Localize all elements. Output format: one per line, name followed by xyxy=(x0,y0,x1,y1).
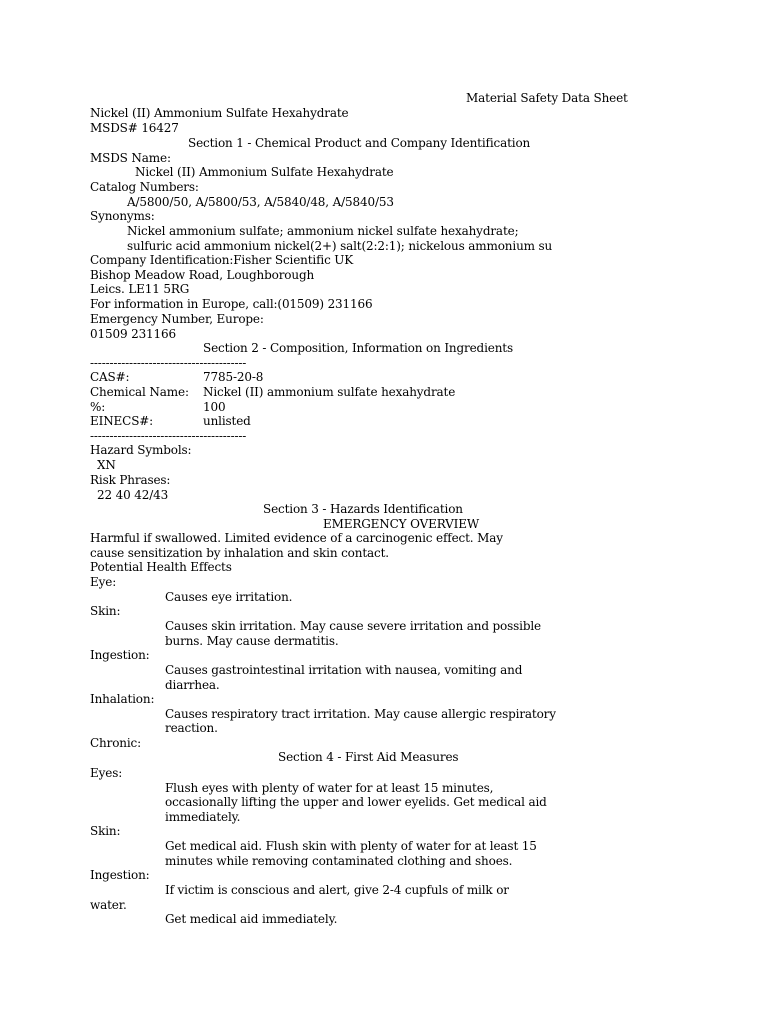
first-aid-eyes-text-1: Flush eyes with plenty of water for at least 15 minutes, xyxy=(165,781,494,795)
catalog-value: A/5800/50, A/5800/53, A/5840/48, A/5840/53 xyxy=(127,195,394,209)
ingestion-text-2: diarrhea. xyxy=(165,678,220,692)
synonyms-line-2: sulfuric acid ammonium nickel(2+) salt(2:2:1); nickelous ammonium su xyxy=(127,239,553,253)
msds-number: MSDS# 16427 xyxy=(90,121,179,135)
info-europe: For information in Europe, call:(01509) 231166 xyxy=(90,297,373,311)
potential-health-effects: Potential Health Effects xyxy=(90,560,232,574)
percent-label: %: xyxy=(90,400,106,414)
ingestion-text-1: Causes gastrointestinal irritation with nausea, vomiting and xyxy=(165,663,523,677)
catalog-label: Catalog Numbers: xyxy=(90,180,199,194)
section4-heading: Section 4 - First Aid Measures xyxy=(278,750,459,764)
section2-heading: Section 2 - Composition, Information on Ingredients xyxy=(203,341,513,355)
einecs-label: EINECS#: xyxy=(90,414,154,428)
first-aid-eyes-label: Eyes: xyxy=(90,766,123,780)
synonyms-label: Synonyms: xyxy=(90,209,155,223)
first-aid-skin-text-2: minutes while removing contaminated clothing and shoes. xyxy=(165,854,513,868)
sheet-title: Material Safety Data Sheet xyxy=(466,91,628,105)
first-aid-skin-label: Skin: xyxy=(90,824,121,838)
overview-line-2: cause sensitization by inhalation and skin contact. xyxy=(90,546,389,560)
inhalation-text-2: reaction. xyxy=(165,721,218,735)
emergency-value: 01509 231166 xyxy=(90,327,176,341)
eye-text: Causes eye irritation. xyxy=(165,590,293,604)
msds-name-label: MSDS Name: xyxy=(90,151,171,165)
chemical-name-label: Chemical Name: xyxy=(90,385,189,399)
product-name: Nickel (II) Ammonium Sulfate Hexahydrate xyxy=(90,106,349,120)
chemical-name-value: Nickel (II) ammonium sulfate hexahydrate xyxy=(203,385,456,399)
skin-text-1: Causes skin irritation. May cause severe irritation and possible xyxy=(165,619,541,633)
hazard-symbols-label: Hazard Symbols: xyxy=(90,443,192,457)
address-line-2: Leics. LE11 5RG xyxy=(90,282,190,296)
section2-rule-top: ---------------------------------------- xyxy=(90,356,247,370)
hazard-symbols-value: XN xyxy=(97,458,116,472)
section3-heading: Section 3 - Hazards Identification xyxy=(263,502,463,516)
first-aid-ingestion-text-2: water. xyxy=(90,898,127,912)
einecs-value: unlisted xyxy=(203,414,251,428)
first-aid-eyes-text-2: occasionally lifting the upper and lower eyelids. Get medical aid xyxy=(165,795,547,809)
emergency-overview: EMERGENCY OVERVIEW xyxy=(323,517,480,531)
first-aid-ingestion-text-1: If victim is conscious and alert, give 2-4 cupfuls of milk or xyxy=(165,883,509,897)
eye-label: Eye: xyxy=(90,575,117,589)
percent-value: 100 xyxy=(203,400,226,414)
first-aid-eyes-text-3: immediately. xyxy=(165,810,241,824)
section1-heading: Section 1 - Chemical Product and Company Identification xyxy=(188,136,531,150)
skin-label: Skin: xyxy=(90,604,121,618)
emergency-label: Emergency Number, Europe: xyxy=(90,312,264,326)
risk-phrases-value: 22 40 42/43 xyxy=(97,488,169,502)
chronic-label: Chronic: xyxy=(90,736,142,750)
skin-text-2: burns. May cause dermatitis. xyxy=(165,634,339,648)
msds-name-value: Nickel (II) Ammonium Sulfate Hexahydrate xyxy=(135,165,394,179)
inhalation-text-1: Causes respiratory tract irritation. May cause allergic respiratory xyxy=(165,707,556,721)
company-identification: Company Identification:Fisher Scientific UK xyxy=(90,253,354,267)
risk-phrases-label: Risk Phrases: xyxy=(90,473,171,487)
first-aid-ingestion-text-3: Get medical aid immediately. xyxy=(165,912,338,926)
cas-label: CAS#: xyxy=(90,370,130,384)
ingestion-label: Ingestion: xyxy=(90,648,150,662)
overview-line-1: Harmful if swallowed. Limited evidence of a carcinogenic effect. May xyxy=(90,531,503,545)
cas-value: 7785-20-8 xyxy=(203,370,264,384)
section2-rule-bottom: ---------------------------------------- xyxy=(90,429,247,443)
synonyms-line-1: Nickel ammonium sulfate; ammonium nickel sulfate hexahydrate; xyxy=(127,224,519,238)
first-aid-skin-text-1: Get medical aid. Flush skin with plenty of water for at least 15 xyxy=(165,839,537,853)
first-aid-ingestion-label: Ingestion: xyxy=(90,868,150,882)
inhalation-label: Inhalation: xyxy=(90,692,155,706)
address-line-1: Bishop Meadow Road, Loughborough xyxy=(90,268,315,282)
